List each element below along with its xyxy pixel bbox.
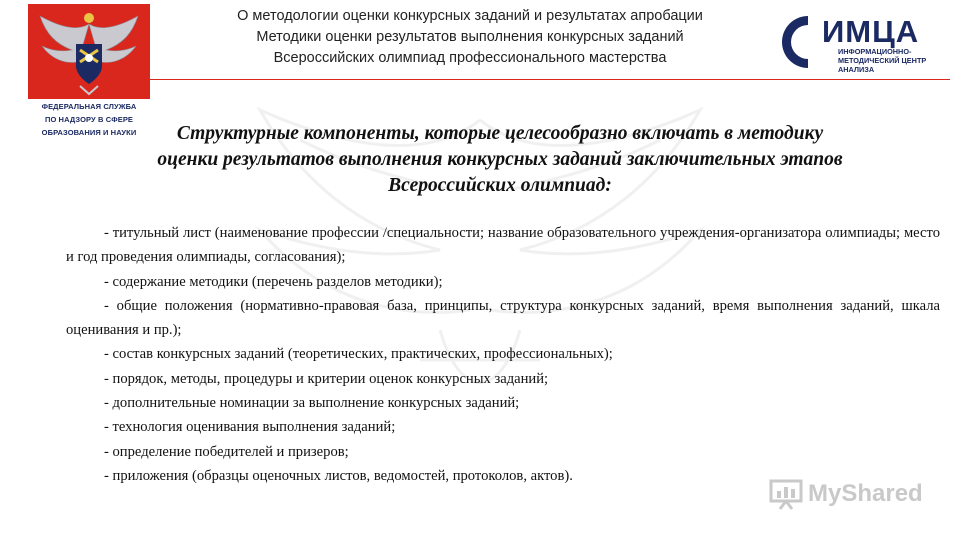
- list-item: - определение победителей и призеров;: [104, 443, 349, 460]
- agency-line-3: ОБРАЗОВАНИЯ И НАУКИ: [41, 128, 137, 137]
- logo-sub-line-3: АНАЛИЗА: [838, 65, 875, 74]
- agency-line-1: ФЕДЕРАЛЬНАЯ СЛУЖБА: [41, 102, 137, 111]
- myshared-watermark: [768, 478, 928, 512]
- agency-line-2: ПО НАДЗОРУ В СФЕРЕ: [44, 115, 134, 124]
- list-item: - титульный лист (наименование профессии /специальности; название образовательного учреждения-организатора олимпиады; место и год проведения олимпиады, согласования);: [66, 225, 940, 266]
- list-item: - технология оценивания выполнения заданий;: [104, 419, 396, 436]
- header-line-1: О методологии оценки конкурсных заданий и результатах апробации: [237, 8, 703, 24]
- logo-wordmark: ИМЦА: [822, 14, 920, 49]
- list-item: - содержание методики (перечень разделов методики);: [104, 273, 443, 290]
- watermark-text: MyShared: [808, 480, 923, 507]
- list-item: - состав конкурсных заданий (теоретических, практических, профессиональных);: [104, 346, 613, 363]
- presentation-board-icon: [768, 478, 804, 510]
- logo-sub-line-1: ИНФОРМАЦИОННО-: [838, 47, 912, 56]
- slide-header: [160, 6, 780, 69]
- logo-sub-line-2: МЕТОДИЧЕСКИЙ ЦЕНТР: [838, 56, 927, 65]
- header-divider: [150, 79, 950, 80]
- list-item: - порядок, методы, процедуры и критерии оценок конкурсных заданий;: [104, 370, 549, 387]
- title-line-2: оценки результатов выполнения конкурсных заданий заключительных этапов: [157, 149, 843, 170]
- imca-logo: [778, 10, 948, 76]
- logo-subtitle: [838, 47, 926, 74]
- eagle-emblem-icon: [28, 4, 150, 99]
- slide-title: [60, 121, 940, 199]
- list-item: - дополнительные номинации за выполнение конкурсных заданий;: [104, 395, 520, 412]
- header-line-3: Всероссийских олимпиад профессионального мастерства: [273, 50, 667, 66]
- title-line-3: Всероссийских олимпиад:: [388, 175, 612, 196]
- rosobrnadzor-emblem: [28, 4, 150, 99]
- title-line-1: Структурные компоненты, которые целесообразно включать в методику: [176, 123, 824, 144]
- list-item: - общие положения (нормативно-правовая база, принципы, структура конкурсных заданий, время выполнения заданий, шкала оценивания и пр.);: [66, 297, 940, 339]
- component-list: [66, 221, 940, 488]
- list-item: - приложения (образцы оценочных листов, ведомостей, протоколов, актов).: [104, 467, 573, 484]
- header-line-2: Методики оценки результатов выполнения конкурсных заданий: [256, 29, 684, 45]
